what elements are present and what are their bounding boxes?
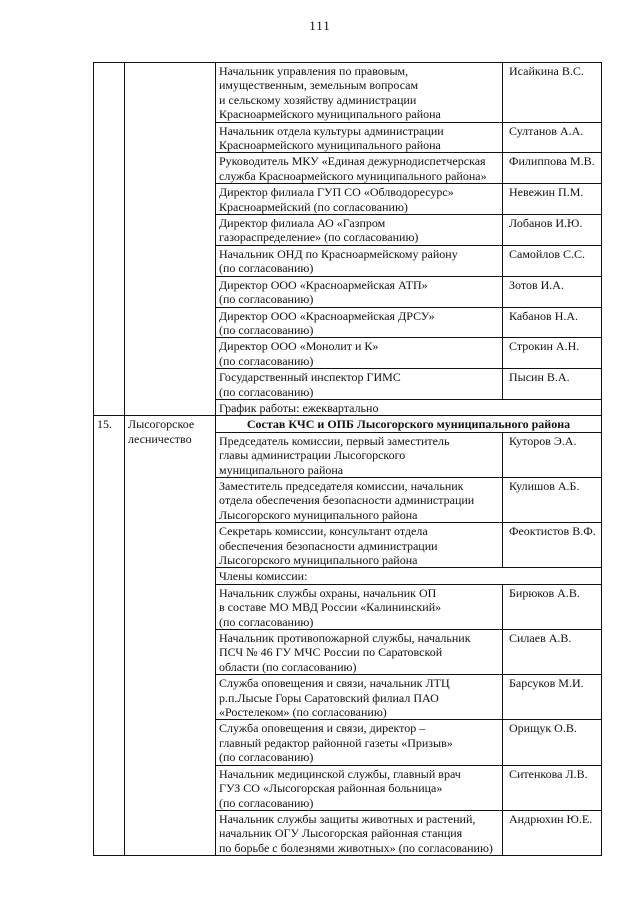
role-cell: Секретарь комиссии, консультант отдела обеспечения безопасности администрации Лысогорского муниципального района bbox=[216, 523, 503, 568]
role-cell: Директор филиала ГУП СО «Облводоресурс» Красноармейский (по согласованию) bbox=[216, 184, 503, 215]
name-cell: Строкин А.Н. bbox=[503, 338, 602, 369]
role-cell: Служба оповещения и связи, директор – главный редактор районной газеты «Призыв» (по согласованию) bbox=[216, 720, 503, 765]
place-cell: Лысогорское лесничество bbox=[125, 416, 216, 856]
name-cell: Силаев А.В. bbox=[503, 630, 602, 675]
section-heading-row bbox=[94, 416, 602, 432]
name-cell: Куторов Э.А. bbox=[503, 432, 602, 477]
name-cell: Невежин П.М. bbox=[503, 184, 602, 215]
name-cell: Пысин В.А. bbox=[503, 369, 602, 400]
name-cell: Кабанов Н.А. bbox=[503, 307, 602, 338]
role-cell: Служба оповещения и связи, начальник ЛТЦ р.п.Лысые Горы Саратовский филиал ПАО «Ростелеком» (по согласованию) bbox=[216, 675, 503, 720]
name-cell: Зотов И.А. bbox=[503, 276, 602, 307]
members-label: Члены комиссии: bbox=[216, 568, 602, 584]
place-cell bbox=[125, 63, 216, 416]
schedule-cell: График работы: ежеквартально bbox=[216, 399, 602, 415]
role-cell: Руководитель МКУ «Единая дежурнодиспетчерская служба Красноармейского муниципального района» bbox=[216, 153, 503, 184]
name-cell: Феоктистов В.Ф. bbox=[503, 523, 602, 568]
role-cell: Заместитель председателя комиссии, начальник отдела обеспечения безопасности администрации Лысогорского муниципального района bbox=[216, 477, 503, 522]
name-cell: Кулишов А.Б. bbox=[503, 477, 602, 522]
role-cell: Начальник службы охраны, начальник ОП в составе МО МВД России «Калининский» (по согласованию) bbox=[216, 584, 503, 629]
commission-table bbox=[93, 62, 602, 856]
name-cell: Филиппова М.В. bbox=[503, 153, 602, 184]
role-cell: Начальник управления по правовым, имущественным, земельным вопросам и сельскому хозяйству администрации Красноармейского муниципального района bbox=[216, 63, 503, 123]
role-cell: Председатель комиссии, первый заместитель главы администрации Лысогорского муниципального района bbox=[216, 432, 503, 477]
name-cell: Султанов А.А. bbox=[503, 122, 602, 153]
role-cell: Начальник ОНД по Красноармейскому району (по согласованию) bbox=[216, 245, 503, 276]
name-cell: Бирюков А.В. bbox=[503, 584, 602, 629]
table-row bbox=[94, 63, 602, 123]
role-cell: Начальник службы защиты животных и растений, начальник ОГУ Лысогорская районная станция по борьбе с болезнями животных» (по согласованию) bbox=[216, 810, 503, 855]
name-cell: Исайкина В.С. bbox=[503, 63, 602, 123]
role-cell: Директор ООО «Монолит и К» (по согласованию) bbox=[216, 338, 503, 369]
name-cell: Андрюхин Ю.Е. bbox=[503, 810, 602, 855]
number-cell bbox=[94, 63, 125, 416]
name-cell: Ситенкова Л.В. bbox=[503, 765, 602, 810]
number-cell: 15. bbox=[94, 416, 125, 856]
name-cell: Орищук О.В. bbox=[503, 720, 602, 765]
role-cell: Директор ООО «Красноармейская АТП» (по согласованию) bbox=[216, 276, 503, 307]
section-heading: Состав КЧС и ОПБ Лысогорского муниципального района bbox=[216, 416, 602, 432]
role-cell: Директор ООО «Красноармейская ДРСУ» (по согласованию) bbox=[216, 307, 503, 338]
name-cell: Барсуков М.И. bbox=[503, 675, 602, 720]
commission-table-body bbox=[94, 63, 602, 856]
page-number: 111 bbox=[309, 18, 331, 33]
role-cell: Государственный инспектор ГИМС (по согласованию) bbox=[216, 369, 503, 400]
role-cell: Директор филиала АО «Газпром газораспределение» (по согласованию) bbox=[216, 215, 503, 246]
name-cell: Лобанов И.Ю. bbox=[503, 215, 602, 246]
role-cell: Начальник медицинской службы, главный врач ГУЗ СО «Лысогорская районная больница» (по согласованию) bbox=[216, 765, 503, 810]
role-cell: Начальник противопожарной службы, начальник ПСЧ № 46 ГУ МЧС России по Саратовской области (по согласованию) bbox=[216, 630, 503, 675]
name-cell: Самойлов С.С. bbox=[503, 245, 602, 276]
role-cell: Начальник отдела культуры администрации Красноармейского муниципального района bbox=[216, 122, 503, 153]
